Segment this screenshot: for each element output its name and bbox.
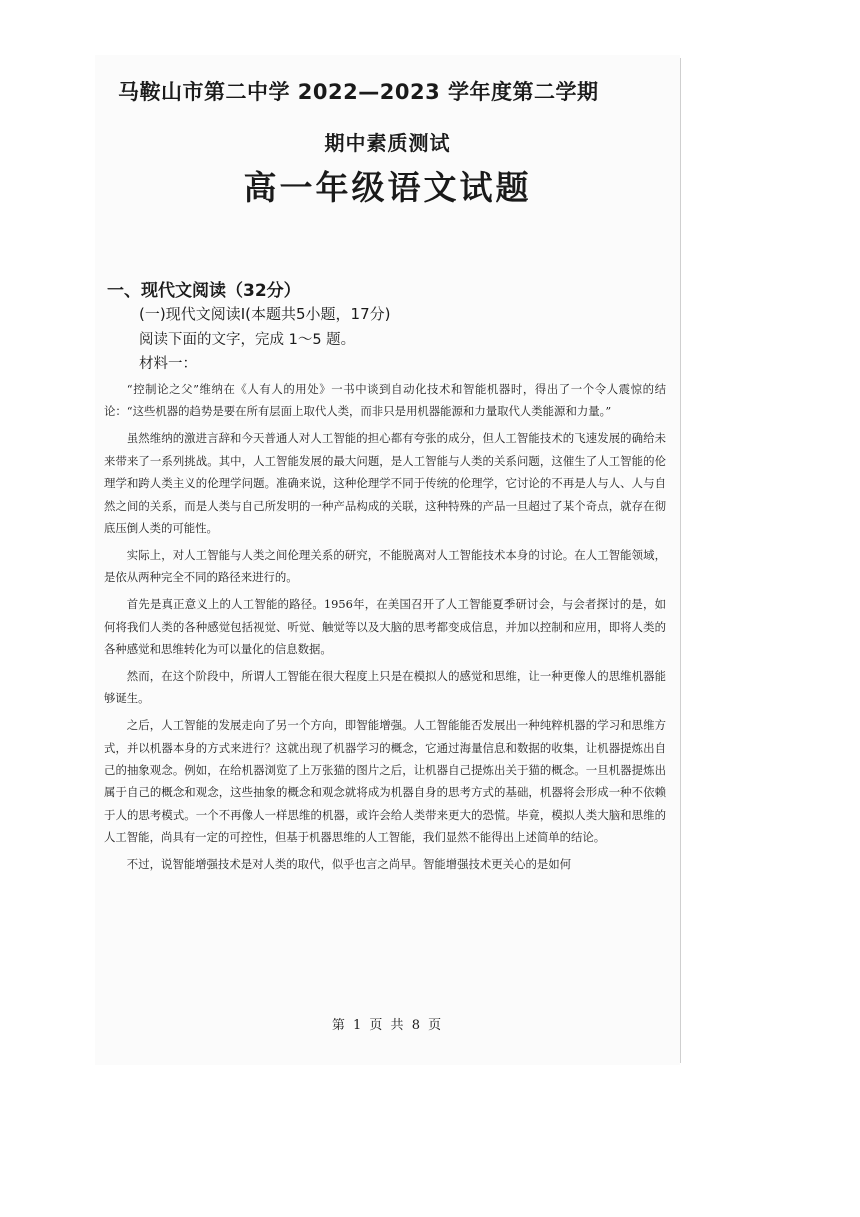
page-number: 第 1 页 共 8 页: [331, 1018, 444, 1033]
page-edge-divider: [680, 58, 681, 1063]
passage-paragraph: 首先是真正意义上的人工智能的路径。1956年，在美国召开了人工智能夏季研讨会，与会者探讨的是，如何将我们人类的各种感觉包括视觉、听觉、触觉等以及大脑的思考都变成信息，并加以控制和应用，即将人类的各种感觉和思维转化为可以量化的信息数据。: [104, 597, 666, 656]
exam-title-term: 期中素质测试: [324, 131, 451, 155]
passage-body: [104, 378, 666, 880]
passage-paragraph: 然而，在这个阶段中，所谓人工智能在很大程度上只是在模拟人的感觉和思维，让一种更像人的思维机器能够诞生。: [104, 668, 666, 706]
passage-paragraph: 虽然维纳的激进言辞和今天普通人对人工智能的担心都有夸张的成分，但人工智能技术的飞速发展的确给未来带来了一系列挑战。其中，人工智能发展的最大问题，是人工智能与人类的关系问题，这催生了人工智能的伦理学和跨人类主义的伦理学问题。准确来说，这种伦理学不同于传统的伦理学，它讨论的不再是人与人、人与自然之间的关系，而是人类与自己所发明的一种产品构成的关联，这种特殊的产品一旦超过了某个奇点，就存在彻底压倒人类的可能性。: [104, 431, 666, 535]
passage-paragraph: “控制论之父”维纳在《人有人的用处》一书中谈到自动化技术和智能机器时，得出了一个令人震惊的结论：“这些机器的趋势是要在所有层面上取代人类，而非只是用机器能源和力量取代人类能源和力量。”: [104, 382, 666, 419]
passage-paragraph: 不过，说智能增强技术是对人类的取代，似乎也言之尚早。智能增强技术更关心的是如何: [126, 857, 572, 872]
exam-title-subject: 高一年级语文试题: [243, 168, 532, 207]
section-heading: 一、现代文阅读（32分）: [107, 281, 301, 301]
reading-instruction: 阅读下面的文字，完成 1～5 题。: [139, 332, 356, 348]
subsection-heading: (一)现代文阅读Ⅰ(本题共5小题，17分): [139, 305, 391, 323]
passage-paragraph: 实际上，对人工智能与人类之间伦理关系的研究，不能脱离对人工智能技术本身的讨论。在人工智能领域，是依从两种完全不同的路径来进行的。: [104, 547, 666, 585]
exam-title-school: 马鞍山市第二中学 2022—2023 学年度第二学期: [118, 80, 599, 104]
material-label: 材料一：: [139, 356, 197, 372]
passage-paragraph: 之后，人工智能的发展走向了另一个方向，即智能增强。人工智能能否发展出一种纯粹机器的学习和思维方式，并以机器本身的方式来进行？这就出现了机器学习的概念，它通过海量信息和数据的收集，让机器提炼出自己的抽象观念。例如，在给机器浏览了上万张猫的图片之后，让机器自己提炼出关于猫的概念。一旦机器提炼出属于自己的概念和观念，这些抽象的概念和观念就将成为机器自身的思考方式的基础，机器将会形成一种不依赖于人的思考模式。一个不再像人一样思维的机器，或许会给人类带来更大的恐慌。毕竟，模拟人类大脑和思维的人工智能，尚具有一定的可控性，但基于机器思维的人工智能，我们显然不能得出上述简单的结论。: [104, 718, 666, 845]
